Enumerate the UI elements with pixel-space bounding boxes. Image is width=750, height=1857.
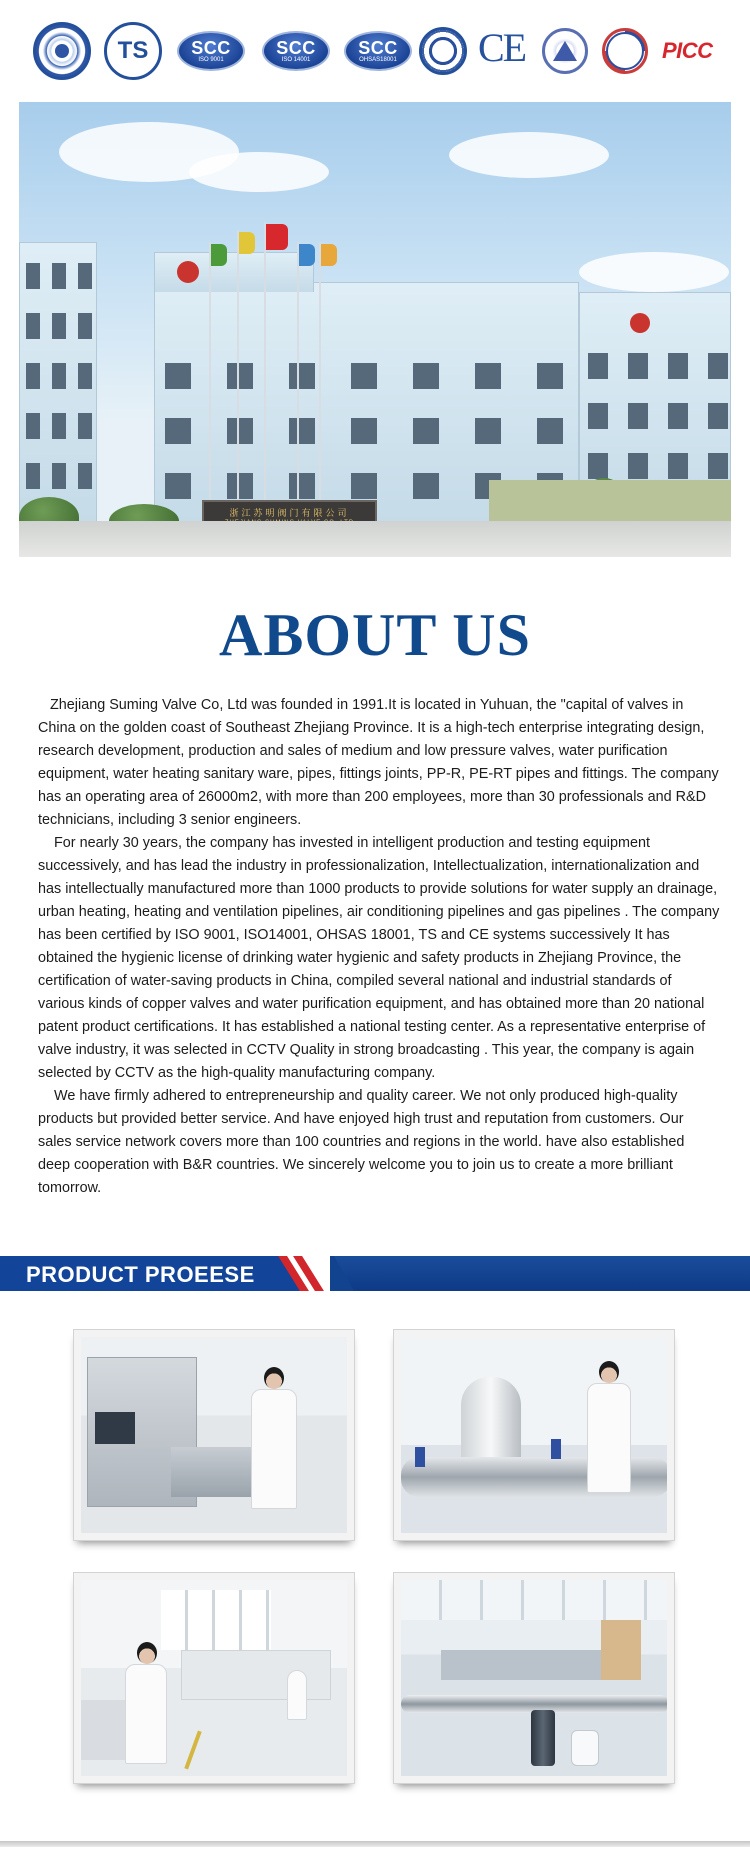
- technician-head: [264, 1367, 284, 1389]
- filter-tank: [571, 1730, 599, 1766]
- flagpole: [264, 222, 266, 522]
- flag: [321, 244, 337, 266]
- process-photo-test-bench: [73, 1329, 355, 1541]
- window-row: [155, 418, 578, 444]
- window-row: [20, 463, 96, 489]
- flag-china: [266, 224, 288, 250]
- product-process-banner: [0, 1256, 750, 1291]
- floor-marking: [184, 1731, 201, 1770]
- scc-label: SCC: [358, 37, 398, 58]
- photo-content: [401, 1580, 667, 1776]
- technician-lab-coat: [587, 1383, 631, 1493]
- scc-standard-label: ISO 9001: [198, 56, 224, 63]
- scc-iso14001-certification-icon: [262, 31, 330, 71]
- picc-label: PICC: [662, 38, 713, 63]
- company-logo-icon: [177, 261, 199, 283]
- footer-divider: [0, 1841, 750, 1847]
- scc-label: SCC: [191, 37, 231, 58]
- process-photo-pipe-test-line: [393, 1572, 675, 1784]
- about-us-text: [38, 694, 720, 1200]
- dotted-certification-icon: [542, 28, 588, 74]
- technician-head: [137, 1642, 157, 1664]
- about-us-heading: ABOUT US: [219, 602, 531, 668]
- ts-certification-label: TS: [117, 37, 149, 64]
- process-photo-laboratory: [73, 1572, 355, 1784]
- ring-certification-icon: [419, 27, 467, 75]
- window-row: [20, 363, 96, 389]
- flag: [239, 232, 255, 254]
- gate-sign-chinese: 浙江苏明阀门有限公司: [229, 508, 350, 518]
- window-row: [580, 453, 730, 479]
- process-photo-filtration-equipment: [393, 1329, 675, 1541]
- blue-valve: [551, 1439, 561, 1459]
- photo-content: [81, 1580, 347, 1776]
- window-row: [20, 313, 96, 339]
- about-paragraph-founding: Zhejiang Suming Valve Co, Ltd was founded in 1991.It is located in Yuhuan, the "capital of valves in China on the golden coast of Southeast Zhejiang Province. It is a high-tech enterprise integrating design, research development, production and sales of medium and low pressure valves, water purification equipment, water heating sanitary ware, pipes, fittings joints, PP-R, PE-RT pipes and fittings. The company has an operating area of 26000m2, with more than 200 employees, more than 30 professionals and R&D technicians, including 3 senior engineers.: [38, 697, 719, 828]
- multi-certification-icon: [602, 28, 648, 74]
- cloud: [449, 132, 609, 178]
- ground: [19, 521, 731, 557]
- window-row: [580, 353, 730, 379]
- main-building-tower: [154, 252, 314, 292]
- monitor: [95, 1412, 135, 1444]
- wooden-frame: [601, 1620, 641, 1680]
- flag: [299, 244, 315, 266]
- technician-lab-coat: [125, 1664, 167, 1764]
- picc-logo-icon: [662, 38, 713, 64]
- technician-lab-coat: [287, 1670, 307, 1720]
- about-paragraph-history: For nearly 30 years, the company has invested in intelligent production and testing equipment successively, and has lead the industry in professionalization, Intellectualization, internationalization and has intellectually manufactured more than 1000 products to provide solutions for water supply an drainage, urban heating, heating and ventilation pipelines, air conditioning pipelines and gas pipelines . The company has been certified by ISO 9001, ISO14001, OHSAS 18001, TS and CE systems successively It has obtained the hygienic license of drinking water hygienic and safety products in Zhejiang Province, the certification of water-saving products in China, compiled several national and industrial standards of various kinds of copper valves and water purification equipment, and has obtained more than 20 national patent product certifications. It has established a national testing center. As a representative enterprise of valve industry, it was selected in CCTV Quality in strong broadcasting . This year, the company is again selected by CCTV as the high-quality manufacturing company.: [38, 835, 720, 1081]
- left-building: [19, 242, 97, 522]
- photo-content: [81, 1337, 347, 1533]
- cloud: [579, 252, 729, 292]
- lab-windows: [161, 1590, 271, 1650]
- scc-iso9001-certification-icon: [177, 31, 245, 71]
- ts-certification-icon: [104, 22, 162, 80]
- about-paragraph-service: We have firmly adhered to entrepreneurship and quality career. We not only produced high-quality products but provided better service. And have enjoyed high trust and reputation from customers. Our sales service network covers more than 100 countries and regions in the world. have also established deep cooperation with B&R countries. We sincerely welcome you to join us to create a more brilliant tomorrow.: [38, 1088, 685, 1196]
- emblem-certification-icon: [33, 22, 91, 80]
- scc-standard-label: OHSAS18001: [359, 56, 397, 63]
- window-row: [580, 403, 730, 429]
- company-logo-icon: [630, 313, 650, 333]
- ceiling-lights: [401, 1580, 667, 1620]
- flagpole: [209, 242, 211, 522]
- flagpole: [319, 242, 321, 522]
- technician-lab-coat: [251, 1389, 297, 1509]
- flagpole: [297, 242, 299, 522]
- window-row: [20, 263, 96, 289]
- factory-building-photo: [19, 102, 731, 557]
- lab-cabinets: [181, 1650, 331, 1700]
- scc-standard-label: ISO 14001: [281, 56, 311, 63]
- certification-logo-strip: [0, 0, 750, 100]
- workbench: [171, 1447, 261, 1497]
- photo-content: [401, 1337, 667, 1533]
- cloud: [189, 152, 329, 192]
- flag: [211, 244, 227, 266]
- flagpole: [237, 230, 239, 522]
- blue-valve: [415, 1447, 425, 1467]
- technician-head: [599, 1361, 619, 1383]
- gatehouse: [489, 480, 731, 522]
- ce-certification-icon: [478, 24, 525, 71]
- pump: [531, 1710, 555, 1766]
- window-row: [20, 413, 96, 439]
- ce-certification-label: CE: [478, 25, 526, 70]
- window-row: [155, 363, 578, 389]
- scc-label: SCC: [276, 37, 316, 58]
- product-process-title: PRODUCT PROEESE: [26, 1262, 255, 1287]
- scc-ohsas18001-certification-icon: [344, 31, 412, 71]
- banner-right-panel: [320, 1256, 750, 1291]
